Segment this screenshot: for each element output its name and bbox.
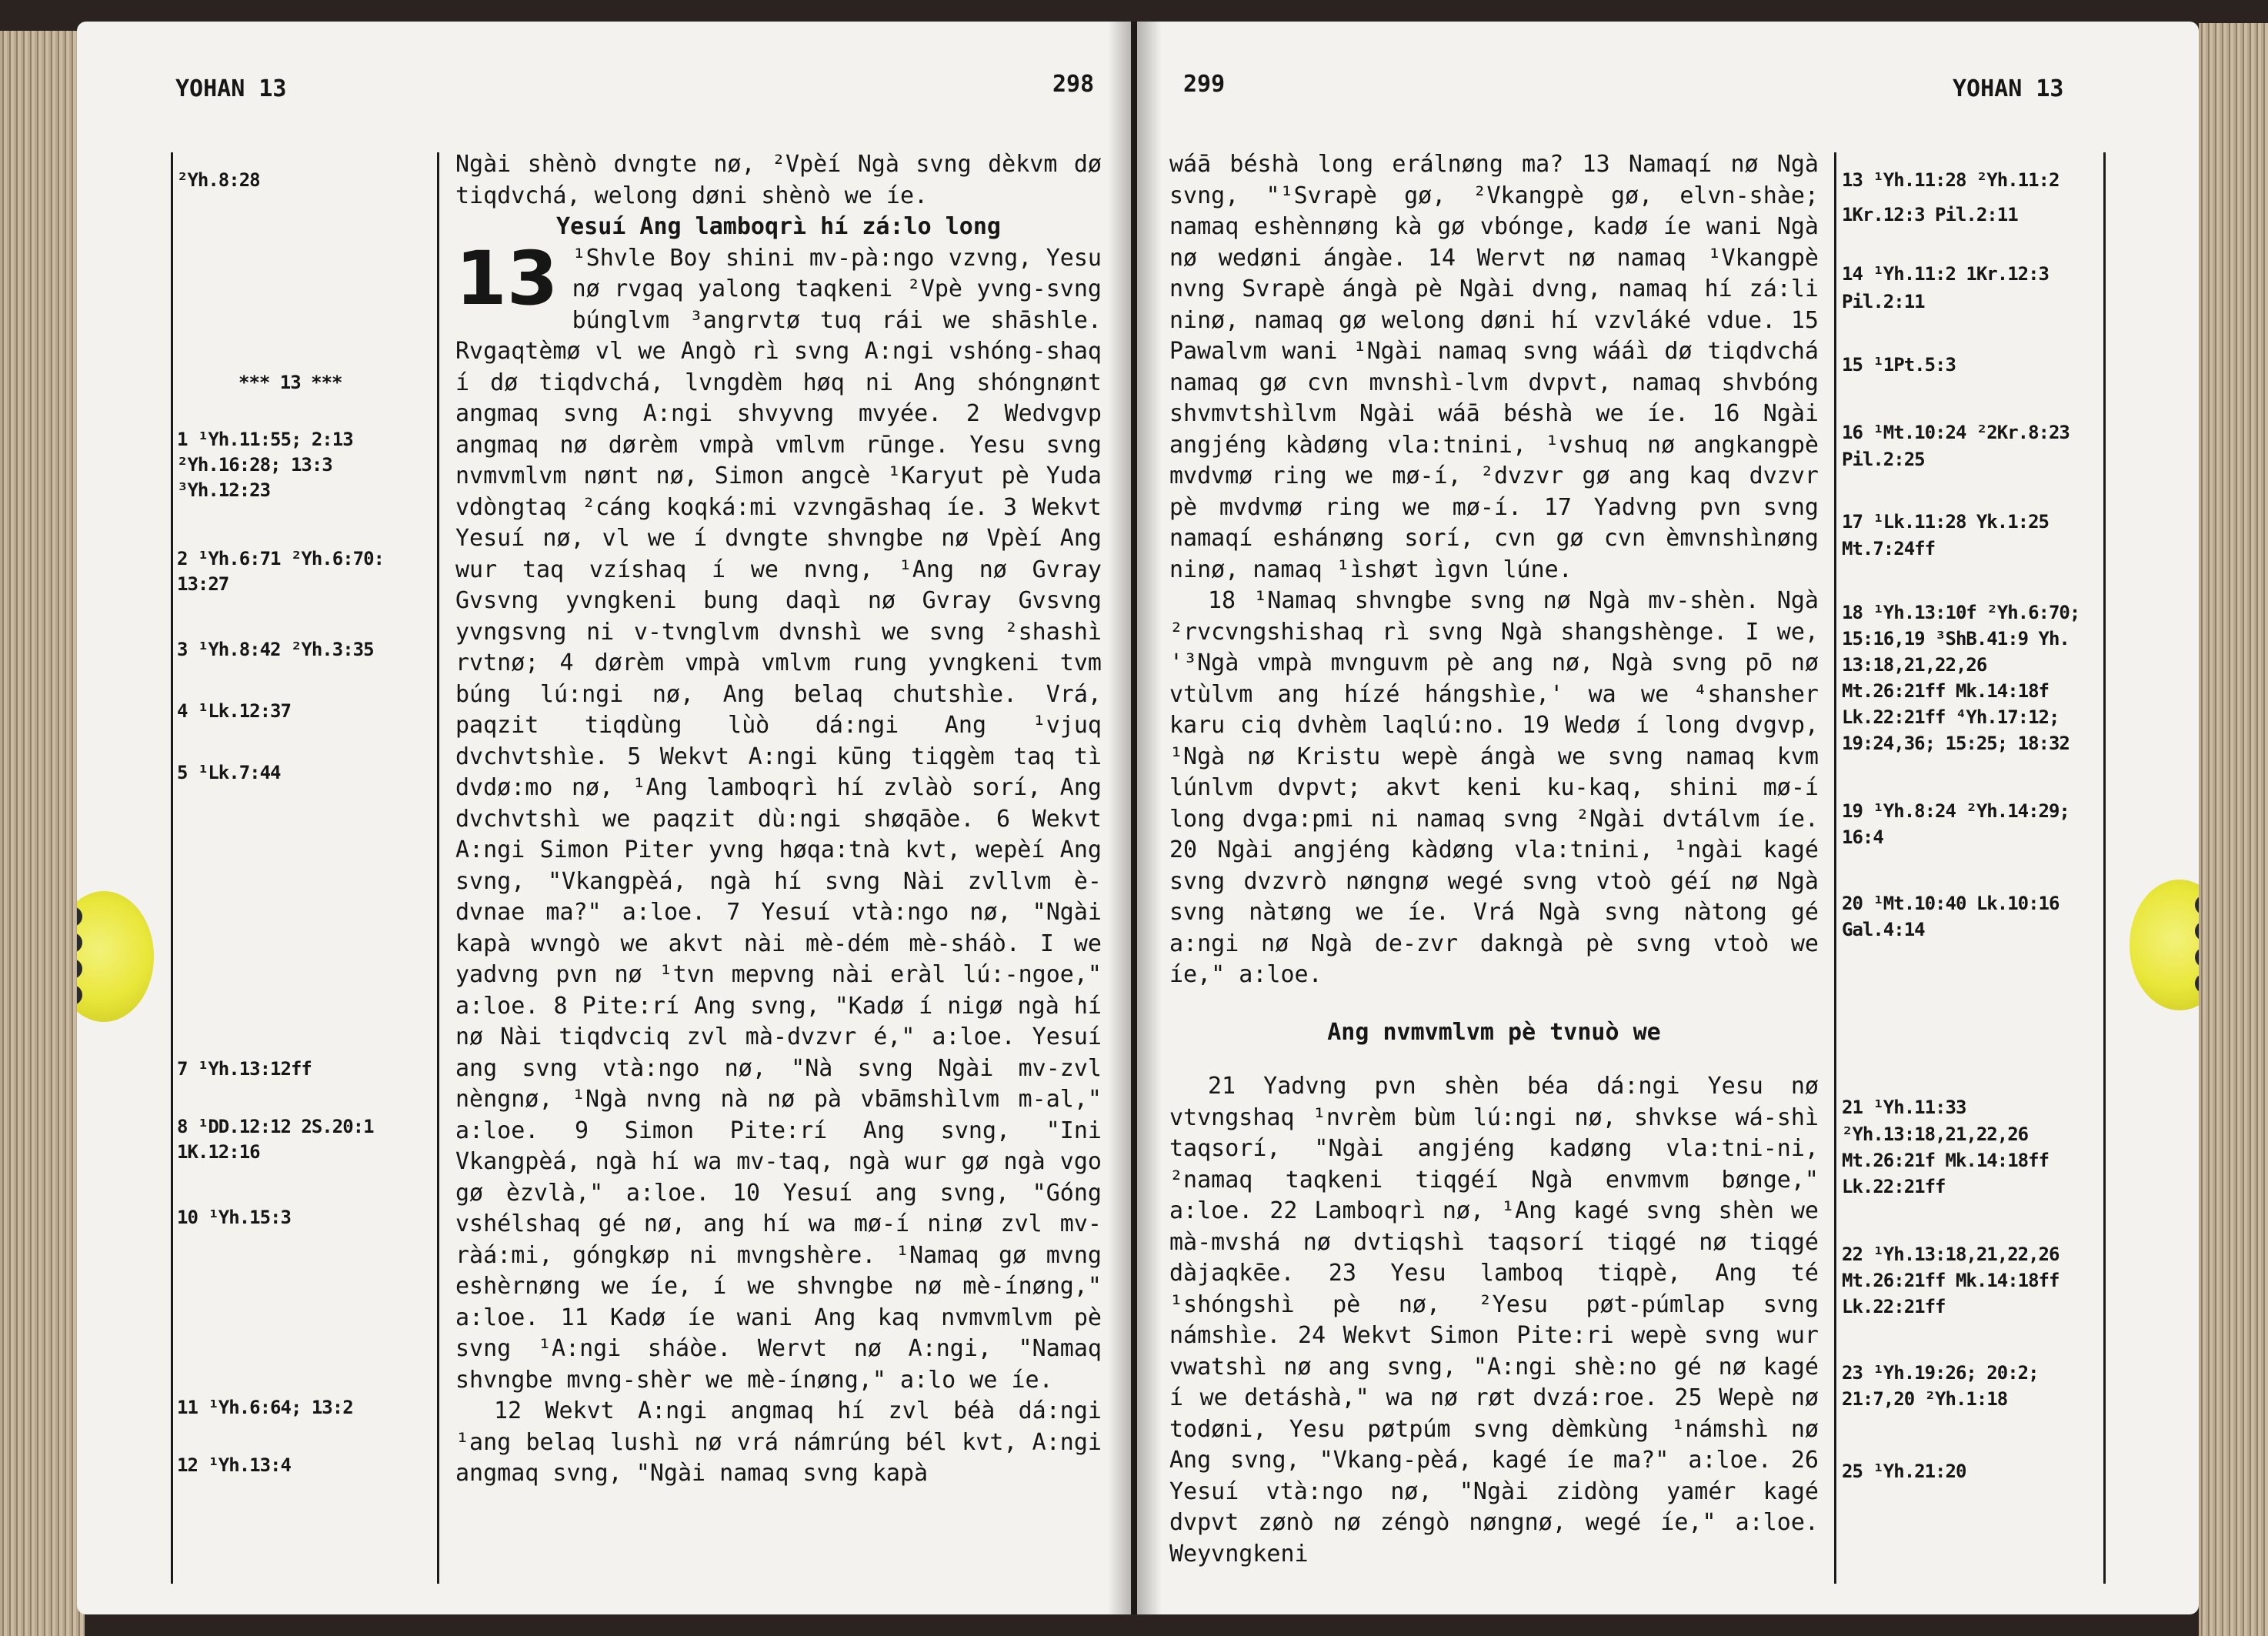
ref-entry: 25 ¹Yh.21:20 <box>1842 1461 1966 1482</box>
ref-entry: 1 ¹Yh.11:55; 2:13 <box>177 429 353 450</box>
ref-entry: Lk.22:21ff ⁴Yh.17:12; <box>1842 706 2060 728</box>
ref-entry: 22 ¹Yh.13:18,21,22,26 <box>1842 1244 2060 1265</box>
paragraph-3: wáā béshà long erálnøng ma? 13 Namaqí nø Ngà svng, "¹Svrapè gø, ²Vkangpè gø, elvn-shàe; namaq eshènnøng kà gø vbónge, kadø íe wani Ngà nø wedøni ángàe. 14 Wervt nø namaq ¹Vkangpè nvng Svrapè ángà pè Ngài dvng, namaq hí zá:li ninø, namaq gø welong døni hí vzvláké vdue. 15 Pawalvm wani ¹Ngài namaq svng wááì dø tiqdvchá namaq gø cvn mvnshì-lvm dvpvt, namaq shvbóng shvmvtshìlvm Ngài wáā béshà we íe. 16 Ngài angjéng kàdøng vla:tnini, ¹vshuq nø angkangpè mvdvmø ring we mø-í, ²dvzvr gø ang kaq dvzvr pè mvdvmø ring we mø-í. 17 Yadvng pvn svng namaqí eshánøng sorí, cvn gø cvn èmvnshìnøng ninø, namaq ¹ìshøt ìgvn lúne. <box>1169 151 1819 583</box>
paragraph-5: 21 Yadvng pvn shèn béa dá:ngi Yesu nø vtvngshaq ¹nvrèm bùm lú:ngi nø, shvkse wá-shì taqsorí, "Ngài angjéng kadøng vla:tni-ni, ²namaq taqkeni tiqgéí Ngà envmvm bønge," a:loe. 22 Lamboqrì nø, ¹Ang kagé svng shèn we mà-mvshá nø dvtiqshì taqsorí tiqgé nø tiqgé dàjaqkēe. 23 Yesu lamboq tiqpè, Ang té ¹shóngshì pè nø, ²Yesu pøt-púmlap svng námshìe. 24 Wekvt Simon Pite:ri wepè svng wur vwatshì nø ang svng, "A:ngi shè:no gé nø kagé í we detáshà," wa nø røt dvzá:roe. 25 Wepè nø todøni, Yesu pøtpúm svng dèmkùng ¹námshì nø Ang svng, "Vkang-pèá, kagé íe ma?" a:loe. 26 Yesuí vtà:ngo nø, "Ngài zidòng yamér kagé dvpvt zønò nø zéngò nøngnø, wegé íe," a:loe. Weyvngkeni <box>1169 1073 1819 1568</box>
ref-entry: 17 ¹Lk.11:28 Yk.1:25 <box>1842 511 2049 533</box>
ref-entry: 5 ¹Lk.7:44 <box>177 762 281 783</box>
chapter-ref-marker: *** 13 *** <box>238 372 342 393</box>
ref-entry: Lk.22:21ff <box>1842 1176 1946 1197</box>
ref-entry: Mt.26:21ff Mk.14:18ff <box>1842 1270 2060 1291</box>
ref-entry: 1Kr.12:3 Pil.2:11 <box>1842 204 2018 225</box>
page-number-left: 298 <box>1052 71 1095 98</box>
column-rule-right <box>1834 152 1836 1584</box>
cross-reference-column-right <box>1842 22 2103 1614</box>
ref-entry: ²Yh.16:28; 13:3 <box>177 454 332 476</box>
ref-entry: 14 ¹Yh.11:2 1Kr.12:3 <box>1842 263 2049 285</box>
ref-entry: 13:27 <box>177 573 229 595</box>
intro-paragraph: Ngài shènò dvngte nø, ²Vpèí Ngà svng dèkvm dø tiqdvchá, welong døni shènò we íe. <box>455 151 1102 209</box>
ref-entry: Lk.22:21ff <box>1842 1296 1946 1317</box>
ref-entry: 13:18,21,22,26 <box>1842 654 1987 676</box>
ref-entry: 13 ¹Yh.11:28 ²Yh.11:2 <box>1842 169 2060 191</box>
ref-entry: Mt.26:21f Mk.14:18ff <box>1842 1150 2049 1171</box>
page-edges-left <box>0 31 85 1636</box>
thumb-index-tab-right[interactable] <box>2130 880 2199 1010</box>
ref-entry: 18 ¹Yh.13:10f ²Yh.6:70; <box>1842 602 2080 623</box>
paragraph-1 <box>455 235 1102 1397</box>
ref-column-rule-right <box>2103 152 2106 1584</box>
paragraph-4: 18 ¹Namaq shvngbe svng nø Ngà mv-shèn. Ngà ²rvcvngshishaq rì svng Ngà shangshènge. I we, '³Ngà vmpà mvnguvm pè ang nø, Ngà svng pō nø vtùlvm ang hízé hángshìe,' wa we ⁴shansher karu ciq dvhèm laqlú:no. 19 Wedø í long dvgvp, ¹Ngà nø Kristu wepè ángà we svng namaq kvm lúnlvm dvpvt; akvt keni ku-kaq, shini mø-í long dvga:pmi ni namaq svng ²Ngài dvtálvm íe. 20 Ngài angjéng kàdøng vla:tnini, ¹ngài kagé svng dvzvrò nøngnø wegé svng vtoò géí nø Ngà svng nàtøng we íe. Vrá Ngà svng nàtong gé a:ngi nø Ngà de-zvr dakngà pè svng vtoò we íe," a:loe. <box>1169 587 1819 988</box>
ref-entry: 19:24,36; 15:25; 18:32 <box>1842 733 2070 754</box>
section-heading-right: Ang nvmvmlvm pè tvnuò we <box>1327 1018 1661 1046</box>
ref-entry: 21:7,20 ²Yh.1:18 <box>1842 1388 2008 1410</box>
ref-entry: ²Yh.8:28 <box>177 169 260 191</box>
ref-entry: Pil.2:11 <box>1842 291 1925 312</box>
ref-entry: ²Yh.13:18,21,22,26 <box>1842 1123 2029 1145</box>
paragraph-2: 12 Wekvt A:ngi angmaq hí zvl béà dá:ngi ¹ang belaq lushì nø vrá námrúng bél kvt, A:ngi angmaq svng, "Ngài namaq svng kapà <box>455 1397 1102 1487</box>
left-page <box>77 22 1131 1614</box>
paragraph-1-text: ¹Shvle Boy shini mv-pà:ngo vzvng, Yesu nø rvgaq yalong taqkeni ²Vpè yvng-svng búnglvm ³angrvtø tuq rái we shāshle. Rvgaqtèmø vl we Angò rì svng A:ngi vshóng-shaq í dø tiqdvchá, lvngdèm høq ni Ang shóngnønt angmaq svng A:ngi shvyvng mvyée. 2 Wedvgvp angmaq nø dørèm vmpà vmlvm rūnge. Yesu svng nvmvmlvm nønt nø, Simon angcè ¹Karyut pè Yuda vdòngtaq ²cáng koqká:mi vzvngāshaq íe. 3 Wekvt Yesuí nø, vl we í dvngte shvngbe nø Vpèí Ang wur taq vzíshaq í we nvng, ¹Ang nø Gvray Gvsvng yvngkeni bung daqì nø Gvray Gvsvng yvngsvng ni v-tvnglvm dvnshì we svng ²shashì rvtnø; 4 dørèm vmpà vmlvm rung yvngkeni tvm búng lú:ngi nø, Ang belaq chutshìe. Vrá, paqzit tiqdùng lùò dá:ngi Ang ¹vjuq dvchvtshìe. 5 Wekvt A:ngi kūng tiqgèm taq tì dvdø:mo nø, ¹Ang lamboqrì hí zvlàò sorí, Ang dvchvtshì we paqzit dù:ngi shøqāòe. 6 Wekvt A:ngi Simon Piter yvng høqa:tnà kvt, wepèí Ang svng, "Vkangpèá, ngà hí svng Nài zvllvm è-dvnae ma?" a:loe. 7 Yesuí vtà:ngo nø, "Ngài kapà wvngò we akvt nài mè-dém mè-sháò. I we yadvng pvn nø ¹tvn mepvng nài eràl lú:-ngoe," a:loe. 8 Pite:rí Ang svng, "Kadø í nigø ngà hí nø Nài tiqdvciq zvl mà-dvzvr é," a:loe. Yesuí ang svng vtà:ngo nø, "Nà svng Ngài mv-zvl nèngnø, ¹Ngà nvng nà nø pà vbāmshìlvm m-al," a:loe. 9 Simon Pite:rí Ang svng, "Ini Vkangpèá, ngà hí wa mv-taq, ngà wur gø ngà vgo gø èzvlà," a:loe. 10 Yesuí ang svng, "Góng vshélshaq gé nø, ang hí wa mø-í ninø zvl mv-ràá:mi, góngkøp ni mvngshère. ¹Namaq gø mvng eshèrnøng we íe, í we shvngbe nø mè-ínøng," a:loe. 11 Kadø íe wani Ang kaq nvmvmlvm pè svng ¹A:ngi sháòe. Wervt nø A:ngi, "Namaq shvngbe mvng-shèr we mè-ínøng," a:lo we íe. <box>455 244 1102 1394</box>
right-page <box>1137 22 2199 1614</box>
running-head-left: YOHAN 13 <box>175 75 287 102</box>
ref-entry: 16 ¹Mt.10:24 ²2Kr.8:23 <box>1842 422 2070 443</box>
ref-entry: 23 ¹Yh.19:26; 20:2; <box>1842 1362 2039 1384</box>
ref-entry: 10 ¹Yh.15:3 <box>177 1207 291 1228</box>
ref-entry: 15 ¹1Pt.5:3 <box>1842 354 1956 376</box>
ref-entry: Mt.7:24ff <box>1842 538 1936 559</box>
running-head-right: YOHAN 13 <box>1953 75 2064 102</box>
page-number-right: 299 <box>1183 71 1226 98</box>
ref-entry: Gal.4:14 <box>1842 919 1925 940</box>
tab-dots <box>77 900 88 1016</box>
cross-reference-column-left <box>177 22 431 1614</box>
ref-entry: 15:16,19 ³ShB.41:9 Yh. <box>1842 628 2070 649</box>
ref-entry: Pil.2:25 <box>1842 449 1925 470</box>
column-rule-left <box>437 152 439 1584</box>
ref-entry: 19 ¹Yh.8:24 ²Yh.14:29; <box>1842 800 2070 822</box>
ref-entry: 4 ¹Lk.12:37 <box>177 700 291 722</box>
ref-entry: 21 ¹Yh.11:33 <box>1842 1097 1966 1118</box>
ref-entry: Mt.26:21ff Mk.14:18f <box>1842 680 2049 702</box>
text-column-right <box>1169 149 1819 1570</box>
chapter-number: 13 <box>455 235 559 322</box>
ref-entry: 20 ¹Mt.10:40 Lk.10:16 <box>1842 893 2060 914</box>
ref-entry: ³Yh.12:23 <box>177 479 271 501</box>
ref-entry: 11 ¹Yh.6:64; 13:2 <box>177 1397 353 1418</box>
ref-entry: 1K.12:16 <box>177 1141 260 1163</box>
section-heading-left: Yesuí Ang lamboqrì hí zá:lo long <box>556 213 1001 240</box>
ref-column-rule-left <box>171 152 173 1584</box>
ref-entry: 16:4 <box>1842 826 1883 848</box>
page-edges-right <box>2199 23 2268 1636</box>
ref-entry: 12 ¹Yh.13:4 <box>177 1454 291 1476</box>
tab-dots <box>2190 889 2199 1004</box>
ref-entry: 3 ¹Yh.8:42 ²Yh.3:35 <box>177 639 374 660</box>
ref-entry: 8 ¹DD.12:12 2S.20:1 <box>177 1116 374 1137</box>
thumb-index-tab-left[interactable] <box>77 891 154 1022</box>
text-column-left <box>455 149 1102 1490</box>
ref-entry: 2 ¹Yh.6:71 ²Yh.6:70: <box>177 548 384 569</box>
ref-entry: 7 ¹Yh.13:12ff <box>177 1058 312 1080</box>
